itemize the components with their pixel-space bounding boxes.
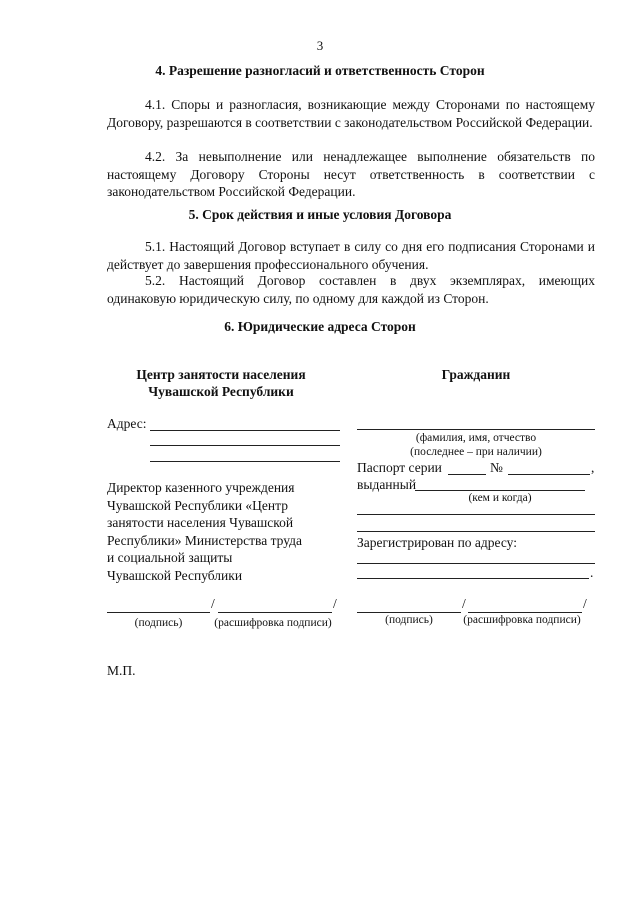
issued-label: выданный — [357, 477, 417, 492]
section-4-paragraph-1: 4.1. Споры и разногласия, возникающие между Сторонами по настоящему Договору, разрешаются в соответствии с законодательством Российской Федерации. — [107, 97, 595, 130]
director-title — [107, 479, 302, 584]
address-label: Адрес: — [107, 416, 147, 431]
passport-comma: , — [591, 460, 595, 475]
registration-address-line-2[interactable] — [357, 578, 589, 579]
address-line-3[interactable] — [150, 461, 340, 462]
right-decode-slash: / — [583, 596, 587, 611]
section-4-title: 4. Разрешение разногласий и ответственность Сторон — [155, 63, 485, 78]
page-number: 3 — [316, 38, 324, 53]
fio-caption-line-2: (последнее – при наличии) — [410, 446, 542, 458]
issued-extra-line-2[interactable] — [357, 531, 595, 532]
left-party-heading-line-2: Чувашской Республики — [148, 384, 294, 399]
right-decode-caption: (расшифровка подписи) — [463, 614, 581, 626]
passport-label: Паспорт серии — [357, 460, 442, 475]
right-party-heading: Гражданин — [441, 367, 511, 382]
section-5-paragraph-2: 5.2. Настоящий Договор составлен в двух экземплярах, имеющих одинаковую юридическую силу, по одному для каждой из Сторон. — [107, 273, 595, 306]
issued-caption: (кем и когда) — [468, 492, 532, 504]
left-party-heading — [107, 366, 335, 400]
director-title-line: Чувашской Республики — [107, 567, 243, 583]
director-title-line: Директор казенного учреждения — [107, 480, 295, 495]
section-6-title: 6. Юридические адреса Сторон — [224, 319, 416, 334]
director-title-line: занятости населения Чувашской — [107, 515, 294, 530]
registration-address-line-1[interactable] — [357, 563, 595, 564]
passport-number-label: № — [490, 460, 503, 475]
passport-series-field[interactable] — [448, 474, 486, 475]
left-decode-slash: / — [333, 596, 337, 611]
left-decode-caption: (расшифровка подписи) — [214, 617, 332, 629]
left-party-heading-line-1: Центр занятости населения — [136, 367, 306, 382]
right-signature-caption: (подпись) — [385, 614, 433, 626]
issued-extra-line-1[interactable] — [357, 514, 595, 515]
director-title-line: Чувашской Республики «Центр — [107, 497, 288, 513]
left-signature-caption: (подпись) — [134, 617, 183, 629]
registration-period: . — [590, 565, 594, 580]
fio-caption — [357, 431, 595, 459]
left-decode-line[interactable] — [218, 612, 332, 613]
section-4-paragraph-2: 4.2. За невыполнение или ненадлежащее выполнение обязательств по настоящему Договору Стороны несут ответственность в соответствии с законодательством Российской Федерации. — [107, 149, 595, 199]
director-title-line: Республики» Министерства труда — [107, 532, 303, 548]
passport-number-field[interactable] — [508, 474, 590, 475]
right-signature-slash: / — [462, 596, 466, 611]
stamp-place: М.П. — [107, 663, 136, 678]
address-line-1[interactable] — [150, 430, 340, 431]
section-5-title: 5. Срок действия и иные условия Договора — [188, 207, 452, 222]
registered-label: Зарегистрирован по адресу: — [357, 535, 518, 550]
fio-caption-line-1: (фамилия, имя, отчество — [415, 432, 537, 444]
director-title-line: и социальной защиты — [107, 550, 233, 565]
left-signature-line[interactable] — [107, 612, 210, 613]
left-signature-slash: / — [211, 596, 215, 611]
address-line-2[interactable] — [150, 445, 340, 446]
fio-line[interactable] — [357, 429, 595, 430]
section-5-paragraph-1: 5.1. Настоящий Договор вступает в силу со дня его подписания Сторонами и действует до завершения профессионального обучения. — [107, 239, 595, 272]
